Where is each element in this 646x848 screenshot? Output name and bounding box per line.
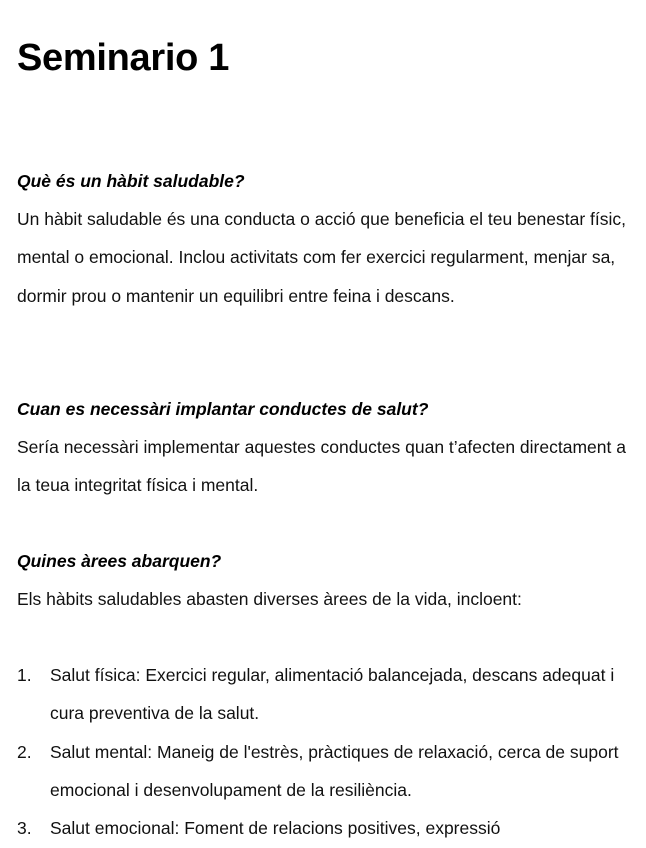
list-item-number: 2. (17, 741, 32, 762)
section-when-implement (17, 390, 629, 505)
list-item (17, 656, 629, 733)
section-areas (17, 542, 629, 618)
answer-paragraph: Sería necessàri implementar aquestes conductes quan t’afecten directament a la teua integritat física i mental. (17, 437, 626, 496)
section-healthy-habit (17, 162, 629, 315)
answer-paragraph: Un hàbit saludable és una conducta o acció que beneficia el teu benestar físic, mental o emocional. Inclou activitats com fer exercici regularment, menjar sa, dormir prou o mantenir un equilibri entre feina i descans. (17, 209, 627, 306)
list-item-text: Salut física: Exercici regular, alimentació balancejada, descans adequat i cura preventiva de la salut. (50, 665, 615, 724)
list-item-text: Salut emocional: Foment de relacions positives, expressió (50, 818, 501, 839)
list-item (17, 733, 629, 810)
answer-paragraph: Els hàbits saludables abasten diverses àrees de la vida, incloent: (17, 589, 522, 609)
list-item-number: 1. (17, 665, 32, 685)
question-heading: Quines àrees abarquen? (17, 551, 222, 571)
list-item (17, 809, 629, 847)
question-heading: Cuan es necessàri implantar conductes de salut? (17, 399, 429, 419)
areas-list (17, 656, 629, 847)
page-title: Seminario 1 (17, 37, 230, 79)
list-item-text: Salut mental: Maneig de l'estrès, pràctiques de relaxació, cerca de suport emocional i desenvolupament de la resiliència. (50, 741, 619, 800)
list-item-number: 3. (17, 818, 32, 839)
question-heading: Què és un hàbit saludable? (17, 171, 245, 191)
